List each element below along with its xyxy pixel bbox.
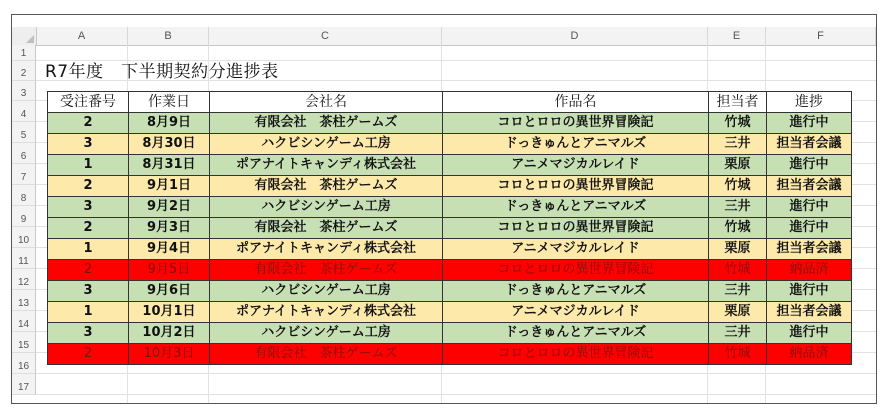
staff-cell[interactable]: 三井 xyxy=(709,134,767,155)
work-title-cell[interactable]: アニメマジカルレイド xyxy=(443,302,709,323)
work-date-cell[interactable]: 10月1日 xyxy=(129,302,210,323)
row-number: 3 xyxy=(20,88,27,99)
table-row xyxy=(48,239,852,260)
work-date-cell[interactable]: 9月1日 xyxy=(129,176,210,197)
work-title-cell[interactable]: ドっきゅんとアニマルズ xyxy=(443,323,709,344)
row-header-2[interactable] xyxy=(12,61,36,81)
status-cell[interactable]: 進行中 xyxy=(767,218,852,239)
column-header-a[interactable]: A xyxy=(36,27,128,45)
work-title-cell[interactable]: コロとロロの異世界冒険記 xyxy=(443,260,709,281)
status-cell[interactable]: 納品済 xyxy=(767,260,852,281)
order-number-cell[interactable]: 1 xyxy=(48,239,129,260)
row-header-16[interactable] xyxy=(12,353,36,374)
table-row xyxy=(48,197,852,218)
row-header-5[interactable] xyxy=(12,122,36,143)
row-header-14[interactable] xyxy=(12,311,36,332)
company-cell[interactable]: 有限会社 茶柱ゲームズ xyxy=(210,218,443,239)
staff-cell[interactable]: 三井 xyxy=(709,281,767,302)
work-date-cell[interactable]: 10月3日 xyxy=(129,344,210,365)
column-header-e[interactable]: E xyxy=(708,27,766,45)
work-date-cell[interactable]: 9月4日 xyxy=(129,239,210,260)
row-header-15[interactable] xyxy=(12,332,36,353)
gridline-horizontal xyxy=(36,373,876,374)
order-number-cell[interactable]: 1 xyxy=(48,302,129,323)
row-header-11[interactable] xyxy=(12,248,36,269)
company-cell[interactable]: ポアナイトキャンディ株式会社 xyxy=(210,302,443,323)
status-cell[interactable]: 進行中 xyxy=(767,323,852,344)
row-header-4[interactable] xyxy=(12,101,36,122)
row-number: 5 xyxy=(20,130,27,141)
row-number: 1 xyxy=(20,48,27,59)
row-header-3[interactable] xyxy=(12,81,36,101)
row-number: 12 xyxy=(17,277,30,288)
company-cell[interactable]: 有限会社 茶柱ゲームズ xyxy=(210,113,443,134)
select-all-triangle-icon xyxy=(26,35,34,43)
order-number-cell[interactable]: 2 xyxy=(48,260,129,281)
progress-table xyxy=(47,91,852,365)
header-work-date[interactable]: 作業日 xyxy=(129,92,210,113)
staff-cell[interactable]: 栗原 xyxy=(709,239,767,260)
status-cell[interactable]: 担当者会議 xyxy=(767,302,852,323)
staff-cell[interactable]: 竹城 xyxy=(709,260,767,281)
order-number-cell[interactable]: 2 xyxy=(48,344,129,365)
status-cell[interactable]: 担当者会議 xyxy=(767,134,852,155)
row-header-7[interactable] xyxy=(12,164,36,185)
table-row xyxy=(48,344,852,365)
select-all-corner[interactable] xyxy=(12,27,37,45)
status-cell[interactable]: 進行中 xyxy=(767,155,852,176)
row-number: 8 xyxy=(20,193,27,204)
company-cell[interactable]: ポアナイトキャンディ株式会社 xyxy=(210,155,443,176)
row-header-1[interactable] xyxy=(12,45,36,61)
status-cell[interactable]: 進行中 xyxy=(767,197,852,218)
order-number-cell[interactable]: 2 xyxy=(48,113,129,134)
header-work-title[interactable]: 作品名 xyxy=(443,92,709,113)
gridline-horizontal xyxy=(36,394,876,395)
row-number: 14 xyxy=(17,319,30,330)
work-title-cell[interactable]: コロとロロの異世界冒険記 xyxy=(443,344,709,365)
row-header-6[interactable] xyxy=(12,143,36,164)
row-header-8[interactable] xyxy=(12,185,36,206)
row-number: 7 xyxy=(20,172,27,183)
table-row xyxy=(48,113,852,134)
company-cell[interactable]: 有限会社 茶柱ゲームズ xyxy=(210,260,443,281)
row-number: 6 xyxy=(20,151,27,162)
staff-cell[interactable]: 竹城 xyxy=(709,218,767,239)
row-number: 2 xyxy=(20,68,27,79)
row-header-12[interactable] xyxy=(12,269,36,290)
row-number: 15 xyxy=(17,340,30,351)
work-title-cell[interactable]: アニメマジカルレイド xyxy=(443,155,709,176)
table-row xyxy=(48,218,852,239)
work-date-cell[interactable]: 9月5日 xyxy=(129,260,210,281)
work-date-cell[interactable]: 8月31日 xyxy=(129,155,210,176)
row-number: 4 xyxy=(20,109,27,120)
table-row xyxy=(48,260,852,281)
order-number-cell[interactable]: 2 xyxy=(48,218,129,239)
staff-cell[interactable]: 竹城 xyxy=(709,176,767,197)
staff-cell[interactable]: 三井 xyxy=(709,323,767,344)
row-header-10[interactable] xyxy=(12,227,36,248)
order-number-cell[interactable]: 1 xyxy=(48,155,129,176)
order-number-cell[interactable]: 3 xyxy=(48,323,129,344)
row-number: 11 xyxy=(18,256,29,267)
work-date-cell[interactable]: 10月2日 xyxy=(129,323,210,344)
work-date-cell[interactable]: 8月30日 xyxy=(129,134,210,155)
staff-cell[interactable]: 三井 xyxy=(709,197,767,218)
work-title-cell[interactable]: ドっきゅんとアニマルズ xyxy=(443,197,709,218)
status-cell[interactable]: 担当者会議 xyxy=(767,176,852,197)
status-cell[interactable]: 納品済 xyxy=(767,344,852,365)
table-row xyxy=(48,281,852,302)
status-cell[interactable]: 担当者会議 xyxy=(767,239,852,260)
sheet-title[interactable]: R7年度 下半期契約分進捗表 xyxy=(45,62,279,82)
work-title-cell[interactable]: ドっきゅんとアニマルズ xyxy=(443,134,709,155)
company-cell[interactable]: ポアナイトキャンディ株式会社 xyxy=(210,239,443,260)
row-header-13[interactable] xyxy=(12,290,36,311)
work-title-cell[interactable]: コロとロロの異世界冒険記 xyxy=(443,218,709,239)
table-row xyxy=(48,176,852,197)
column-header-bar xyxy=(12,27,876,46)
row-header-17[interactable] xyxy=(12,374,36,395)
column-header-d[interactable]: D xyxy=(442,27,708,45)
staff-cell[interactable]: 竹城 xyxy=(709,113,767,134)
staff-cell[interactable]: 栗原 xyxy=(709,302,767,323)
work-date-cell[interactable]: 8月9日 xyxy=(129,113,210,134)
table-row xyxy=(48,134,852,155)
header-staff[interactable]: 担当者 xyxy=(709,92,767,113)
work-title-cell[interactable]: コロとロロの異世界冒険記 xyxy=(443,176,709,197)
work-date-cell[interactable]: 9月6日 xyxy=(129,281,210,302)
header-order-number[interactable]: 受注番号 xyxy=(48,92,129,113)
spreadsheet-view xyxy=(11,14,877,404)
company-cell[interactable]: 有限会社 茶柱ゲームズ xyxy=(210,344,443,365)
staff-cell[interactable]: 栗原 xyxy=(709,155,767,176)
table-header-row xyxy=(48,92,852,113)
order-number-cell[interactable]: 3 xyxy=(48,197,129,218)
order-number-cell[interactable]: 3 xyxy=(48,134,129,155)
staff-cell[interactable]: 竹城 xyxy=(709,344,767,365)
row-number: 17 xyxy=(17,382,30,393)
company-cell[interactable]: ハクビシンゲーム工房 xyxy=(210,197,443,218)
work-date-cell[interactable]: 9月3日 xyxy=(129,218,210,239)
work-title-cell[interactable]: コロとロロの異世界冒険記 xyxy=(443,113,709,134)
work-title-cell[interactable]: アニメマジカルレイド xyxy=(443,239,709,260)
header-company[interactable]: 会社名 xyxy=(210,92,443,113)
company-cell[interactable]: ハクビシンゲーム工房 xyxy=(210,134,443,155)
table-row xyxy=(48,302,852,323)
work-title-cell[interactable]: ドっきゅんとアニマルズ xyxy=(443,281,709,302)
row-number: 16 xyxy=(17,361,30,372)
column-header-f[interactable]: F xyxy=(766,27,876,45)
table-row xyxy=(48,323,852,344)
status-cell[interactable]: 進行中 xyxy=(767,113,852,134)
row-header-9[interactable] xyxy=(12,206,36,227)
row-number: 10 xyxy=(17,235,30,246)
table-row xyxy=(48,155,852,176)
status-cell[interactable]: 進行中 xyxy=(767,281,852,302)
order-number-cell[interactable]: 3 xyxy=(48,281,129,302)
column-header-b[interactable]: B xyxy=(128,27,209,45)
company-cell[interactable]: ハクビシンゲーム工房 xyxy=(210,323,443,344)
order-number-cell[interactable]: 2 xyxy=(48,176,129,197)
row-number: 13 xyxy=(17,298,30,309)
work-date-cell[interactable]: 9月2日 xyxy=(129,197,210,218)
row-number: 9 xyxy=(20,214,27,225)
column-header-c[interactable]: C xyxy=(209,27,442,45)
header-status[interactable]: 進捗 xyxy=(767,92,852,113)
company-cell[interactable]: ハクビシンゲーム工房 xyxy=(210,281,443,302)
company-cell[interactable]: 有限会社 茶柱ゲームズ xyxy=(210,176,443,197)
